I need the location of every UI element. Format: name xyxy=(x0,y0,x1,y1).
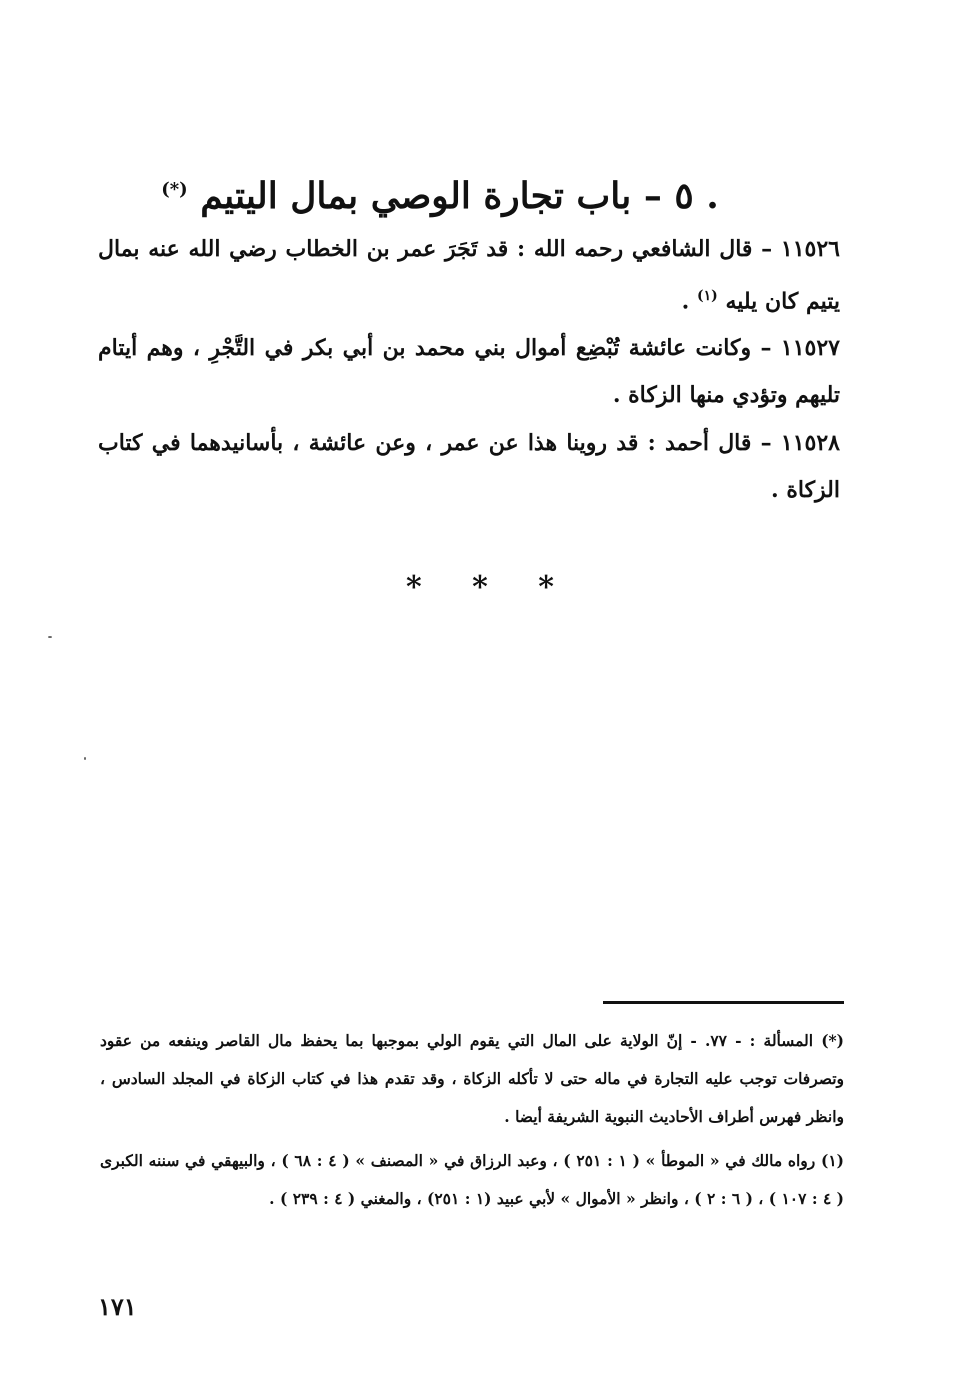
scan-speck xyxy=(48,636,52,638)
paragraph-text: – قال أحمد : قد روينا هذا عن عمر ، وعن عائشة ، بأسانيدهما في كتاب الزكاة . xyxy=(98,430,840,503)
paragraph-text: – وكانت عائشة تُبْضِع أموال بني محمد بن أبي بكر في التَّجْرِ ، وهم أيتام تليهم وتؤدي منها الزكاة . xyxy=(98,335,840,408)
footnote-text: رواه مالك في « الموطأ » ( ١ : ٢٥١ ) ، وعبد الرزاق في « المصنف » ( ٤ : ٦٨ ) ، والبيهقي في سننه الكبرى ( ٤ : ١٠٧ ) ، ( ٦ : ٢ ) ، وانظر « الأموال » لأبي عبيد (١ : ٢٥١) ، والمغني ( ٤ : ٢٣٩ ) . xyxy=(100,1151,844,1208)
chapter-title-text: باب تجارة الوصي بمال اليتيم xyxy=(200,175,632,217)
footnote-text: المسألة : - ٧٧. - إنّ الولاية على المال التي يقوم الولي بموجبها بما يحفظ مال القاصر وينفعه من عقود وتصرفات توجب عليه التجارة في ماله حتى لا تأكله الزكاة ، وقد تقدم هذا في كتاب الزكاة في المجلد السادس ، وانظر فهرس أطراف الأحاديث النبوية الشريفة أيضا . xyxy=(100,1031,844,1126)
paragraph-11528 xyxy=(98,420,840,514)
footnote-star xyxy=(100,1022,844,1136)
footnote-marker: (*) xyxy=(821,1031,844,1050)
footnote-reference: (١) xyxy=(697,288,718,304)
scan-speck xyxy=(84,757,86,760)
paragraph-text: – قال الشافعي رحمه الله : قد تَجَرَ عمر بن الخطاب رضي الله عنه بمال يتيم كان يليه xyxy=(98,236,840,315)
footnote-1 xyxy=(100,1142,844,1218)
section-separator: * * * xyxy=(406,570,554,605)
paragraph-number: ١١٥٢٧ xyxy=(780,335,840,361)
chapter-dash: – xyxy=(643,175,662,217)
footnote-divider xyxy=(603,1001,844,1004)
chapter-number: . ٥ xyxy=(674,175,719,217)
paragraph-number: ١١٥٢٦ xyxy=(780,236,840,262)
paragraph-tail: . xyxy=(681,288,697,315)
page-number: ١٧١ xyxy=(98,1292,137,1321)
paragraph-11527 xyxy=(98,325,840,419)
paragraph-number: ١١٥٢٨ xyxy=(780,430,840,456)
chapter-note-marker: (*) xyxy=(161,179,188,200)
footnote-marker: (١) xyxy=(821,1151,845,1170)
chapter-title xyxy=(120,160,760,226)
paragraph-11526 xyxy=(98,226,840,325)
